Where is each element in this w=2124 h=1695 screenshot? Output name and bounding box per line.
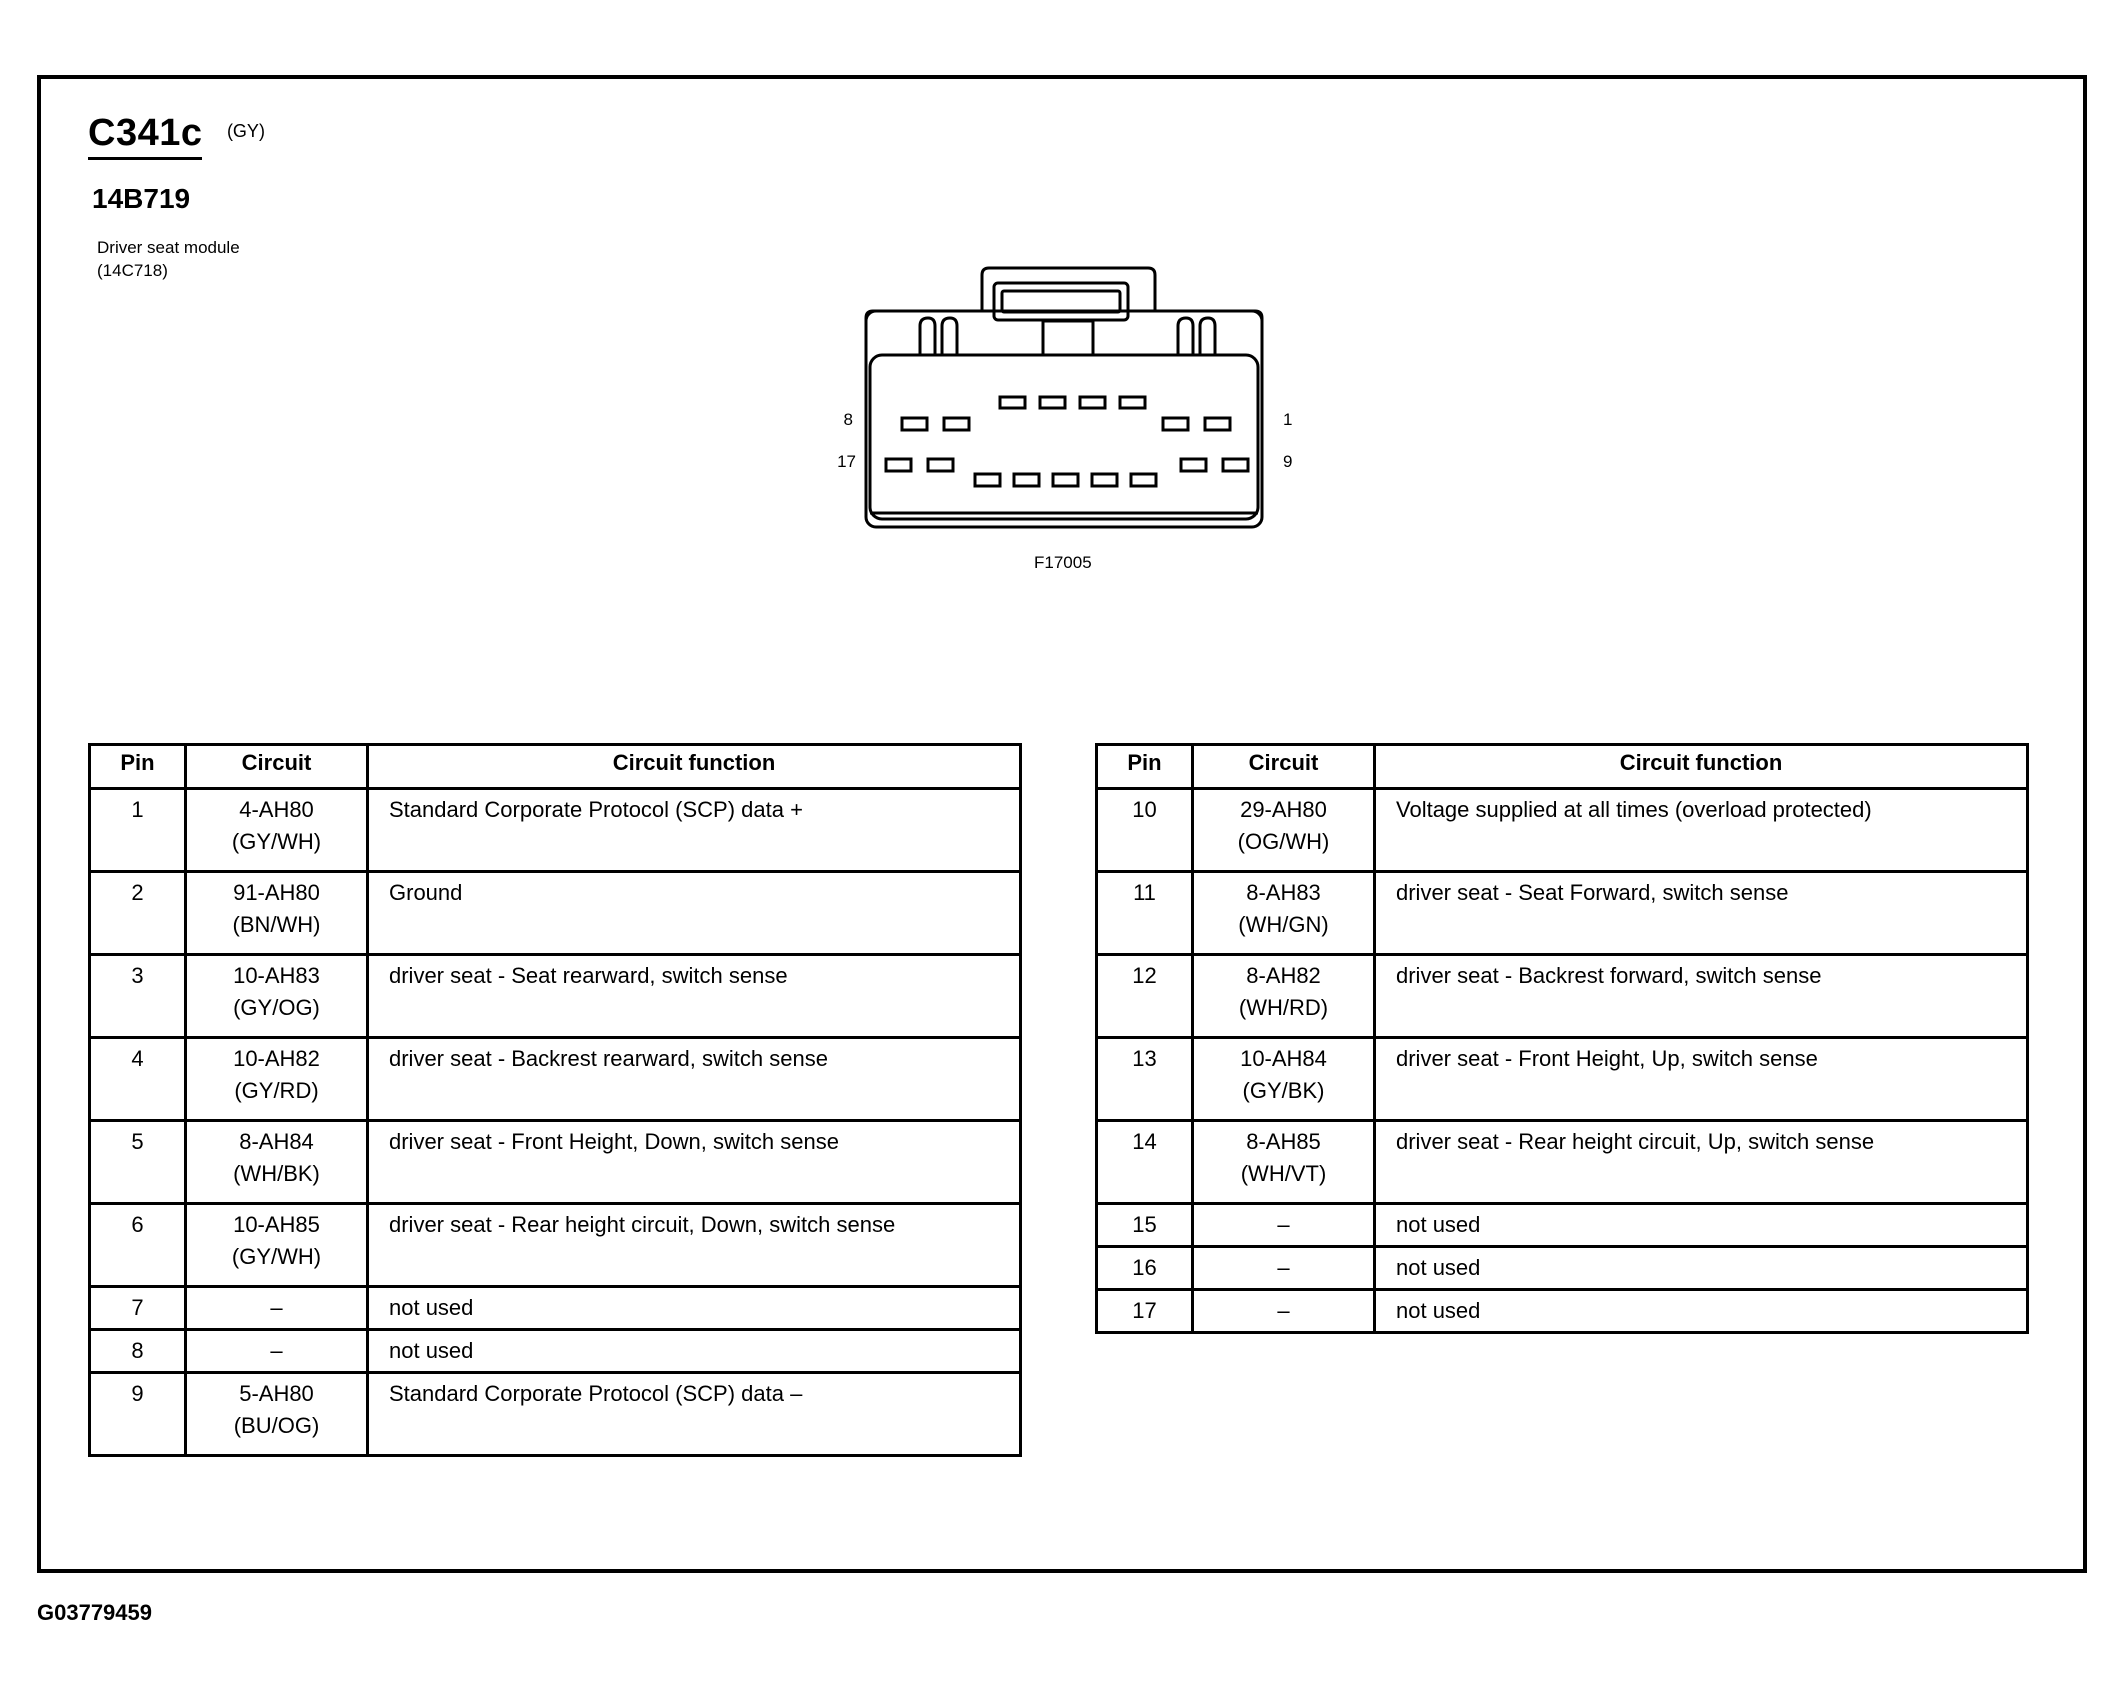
pin-number: 1 [90, 789, 186, 872]
table-row [90, 1204, 1021, 1287]
pin-cavity [1181, 459, 1206, 471]
circuit-number: 4-AH80 [239, 797, 314, 822]
pin-cavity [1014, 474, 1039, 486]
circuit-number: 10-AH82 [233, 1046, 320, 1071]
circuit-function: not used [368, 1330, 1021, 1373]
circuit-number: 8-AH82 [1246, 963, 1321, 988]
pin-number: 16 [1097, 1247, 1193, 1290]
circuit-cell [186, 955, 368, 1038]
pin-number: 17 [1097, 1290, 1193, 1333]
circuit-number: 8-AH84 [239, 1129, 314, 1154]
table-row [90, 789, 1021, 872]
circuit-cell [186, 1330, 368, 1373]
wire-color: (GY/BK) [1242, 1078, 1325, 1103]
wire-color: (GY/OG) [233, 995, 320, 1020]
pin-label-17: 17 [837, 452, 856, 471]
circuit-number: – [1277, 1212, 1290, 1237]
circuit-cell [186, 1373, 368, 1456]
table-row [1097, 1204, 2028, 1247]
circuit-cell [186, 1204, 368, 1287]
circuit-function: driver seat - Seat rearward, switch sense [368, 955, 1021, 1038]
figure-id: F17005 [1034, 553, 1092, 572]
pinout-table-left [88, 743, 1022, 1457]
circuit-cell [1193, 955, 1375, 1038]
pin-number: 10 [1097, 789, 1193, 872]
circuit-function: not used [1375, 1247, 2028, 1290]
circuit-cell [186, 1287, 368, 1330]
wire-color: (GY/WH) [231, 1244, 322, 1269]
wire-color: (GY/WH) [231, 829, 322, 854]
wire-color: (OG/WH) [1237, 829, 1330, 854]
circuit-number: 10-AH84 [1240, 1046, 1327, 1071]
pin-number: 8 [90, 1330, 186, 1373]
table-row [90, 1373, 1021, 1456]
header-pin: Pin [90, 745, 186, 789]
latch-inner [1002, 291, 1120, 312]
table-row [90, 1330, 1021, 1373]
header-function: Circuit function [368, 745, 1021, 789]
circuit-function: driver seat - Front Height, Down, switch sense [368, 1121, 1021, 1204]
pin-label-1: 1 [1283, 410, 1293, 429]
pin-cavity [1040, 397, 1065, 408]
pin-number: 5 [90, 1121, 186, 1204]
pin-cavity [1223, 459, 1248, 471]
circuit-function: Ground [368, 872, 1021, 955]
table-row [1097, 1121, 2028, 1204]
circuit-number: 8-AH83 [1246, 880, 1321, 905]
pin-cavity [1000, 397, 1025, 408]
pin-number: 12 [1097, 955, 1193, 1038]
circuit-number: 91-AH80 [233, 880, 320, 905]
circuit-cell [1193, 789, 1375, 872]
circuit-function: driver seat - Backrest rearward, switch sense [368, 1038, 1021, 1121]
part-number: 14B719 [92, 183, 191, 214]
table-header-row [1097, 745, 2028, 789]
circuit-function: driver seat - Backrest forward, switch sense [1375, 955, 2028, 1038]
circuit-cell [1193, 1204, 1375, 1247]
wire-color: (BU/OG) [233, 1413, 320, 1438]
table-row [1097, 872, 2028, 955]
circuit-function: Voltage supplied at all times (overload protected) [1375, 789, 2028, 872]
pin-label-9: 9 [1283, 452, 1293, 471]
wire-color: (WH/RD) [1238, 995, 1329, 1020]
circuit-number: 10-AH85 [233, 1212, 320, 1237]
header-circuit: Circuit [1193, 745, 1375, 789]
table-row [90, 1038, 1021, 1121]
table-row [1097, 1290, 2028, 1333]
pin-cavity [902, 418, 927, 430]
table-row [1097, 1247, 2028, 1290]
table-row [1097, 955, 2028, 1038]
circuit-cell [1193, 1121, 1375, 1204]
circuit-function: driver seat - Front Height, Up, switch sense [1375, 1038, 2028, 1121]
pin-number: 15 [1097, 1204, 1193, 1247]
pin-number: 7 [90, 1287, 186, 1330]
circuit-number: – [270, 1338, 283, 1363]
wire-color: (BN/WH) [232, 912, 321, 937]
circuit-cell [186, 1121, 368, 1204]
circuit-number: – [1277, 1255, 1290, 1280]
circuit-function: driver seat - Rear height circuit, Up, switch sense [1375, 1121, 2028, 1204]
pin-cavity [928, 459, 953, 471]
connector-color: (GY) [226, 121, 265, 141]
wire-color: (WH/GN) [1238, 912, 1329, 937]
circuit-cell [1193, 1290, 1375, 1333]
latch-outer [994, 283, 1128, 320]
pin-number: 2 [90, 872, 186, 955]
circuit-number: 5-AH80 [239, 1381, 314, 1406]
header-function: Circuit function [1375, 745, 2028, 789]
pin-cavity [1163, 418, 1188, 430]
table-row [1097, 1038, 2028, 1121]
pin-cavity [1205, 418, 1230, 430]
circuit-function: Standard Corporate Protocol (SCP) data + [368, 789, 1021, 872]
circuit-cell [186, 872, 368, 955]
wire-color: (WH/VT) [1240, 1161, 1327, 1186]
pin-number: 14 [1097, 1121, 1193, 1204]
pin-label-8: 8 [843, 410, 853, 429]
pin-cavity [975, 474, 1000, 486]
wire-color: (WH/BK) [233, 1161, 320, 1186]
pin-number: 6 [90, 1204, 186, 1287]
circuit-function: not used [1375, 1204, 2028, 1247]
circuit-number: – [1277, 1298, 1290, 1323]
header-pin: Pin [1097, 745, 1193, 789]
module-code: (14C718) [97, 261, 168, 280]
circuit-number: 8-AH85 [1246, 1129, 1321, 1154]
table-row [90, 872, 1021, 955]
circuit-cell [186, 789, 368, 872]
table-header-row [90, 745, 1021, 789]
circuit-function: not used [1375, 1290, 2028, 1333]
pin-cavity [1131, 474, 1156, 486]
circuit-function: not used [368, 1287, 1021, 1330]
pin-number: 3 [90, 955, 186, 1038]
module-name: Driver seat module [97, 238, 240, 257]
pin-number: 13 [1097, 1038, 1193, 1121]
header-circuit: Circuit [186, 745, 368, 789]
circuit-cell [1193, 1038, 1375, 1121]
table-row [90, 955, 1021, 1038]
pin-cavity [1080, 397, 1105, 408]
pin-number: 9 [90, 1373, 186, 1456]
graphic-id: G03779459 [37, 1600, 152, 1625]
pin-number: 11 [1097, 872, 1193, 955]
circuit-function: driver seat - Seat Forward, switch sense [1375, 872, 2028, 955]
latch-tab [1043, 321, 1093, 355]
pin-number: 4 [90, 1038, 186, 1121]
pin-cavity [886, 459, 911, 471]
pin-cavity [1092, 474, 1117, 486]
circuit-function: Standard Corporate Protocol (SCP) data – [368, 1373, 1021, 1456]
circuit-cell [186, 1038, 368, 1121]
pin-cavity [944, 418, 969, 430]
connector-face [870, 355, 1258, 519]
table-row [1097, 789, 2028, 872]
circuit-number: 10-AH83 [233, 963, 320, 988]
wire-color: (GY/RD) [234, 1078, 319, 1103]
pinout-table-right [1095, 743, 2029, 1334]
pin-cavity [1120, 397, 1145, 408]
circuit-cell [1193, 872, 1375, 955]
circuit-number: 29-AH80 [1240, 797, 1327, 822]
connector-id: C341c [88, 112, 202, 160]
table-row [90, 1287, 1021, 1330]
circuit-cell [1193, 1247, 1375, 1290]
circuit-number: – [270, 1295, 283, 1320]
circuit-function: driver seat - Rear height circuit, Down, switch sense [368, 1204, 1021, 1287]
pin-cavity [1053, 474, 1078, 486]
table-row [90, 1121, 1021, 1204]
